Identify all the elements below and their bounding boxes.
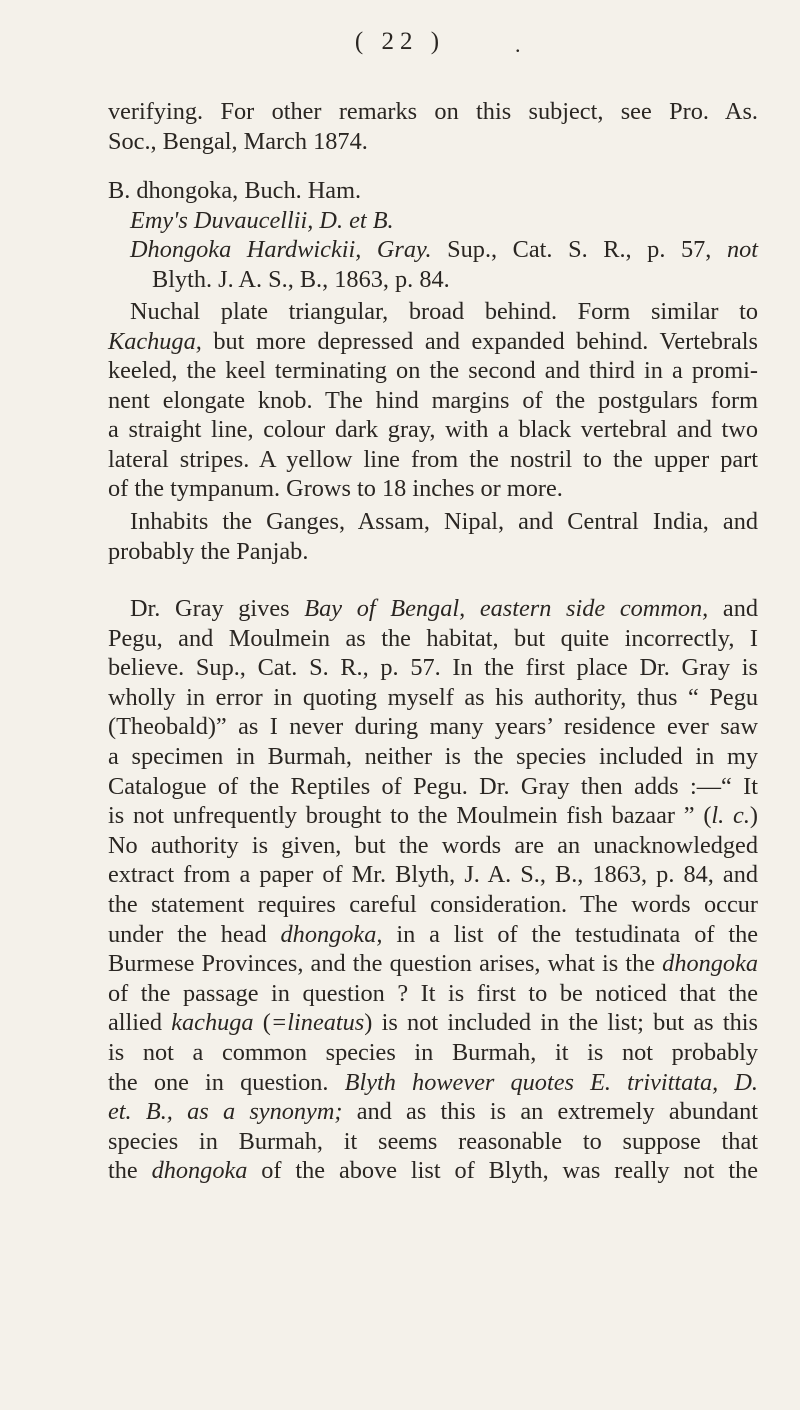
text-run: (Theobald)” as I never during many years’ residence ever saw <box>108 713 758 741</box>
text-run: believe. Sup., Cat. S. R., p. 57. In the first place Dr. Gray is <box>108 654 758 682</box>
text-line <box>108 177 361 205</box>
text-run: Blyth. J. A. S., B., 1863, p. 84. <box>152 265 450 293</box>
italic-text: kachuga <box>171 1009 254 1037</box>
italic-text: =lineatus <box>270 1009 365 1037</box>
text-run: the statement requires careful consideration. The words occur <box>108 891 758 918</box>
italic-text: et. B., as a synonym; <box>108 1098 343 1126</box>
text-run: Inhabits the Ganges, Assam, Nipal, and Central India, and <box>130 508 758 535</box>
text-line <box>130 207 394 235</box>
text-line <box>108 446 758 474</box>
page-dot: . <box>515 32 521 57</box>
text-line <box>108 1039 758 1067</box>
text-line <box>108 743 758 771</box>
text-line <box>108 891 758 919</box>
text-run: the <box>108 1157 152 1185</box>
text-line <box>108 475 563 503</box>
text-line <box>108 538 308 566</box>
italic-text: Blyth however quotes E. trivittata, D. <box>344 1068 759 1096</box>
text-line <box>108 1157 758 1185</box>
text-line <box>108 1098 758 1126</box>
text-run: and <box>708 595 759 622</box>
text-line <box>130 508 758 536</box>
italic-text: Bay of Bengal, eastern side common, <box>304 595 709 622</box>
text-line <box>108 328 758 356</box>
italic-text: l. c. <box>711 802 750 830</box>
text-line <box>108 861 758 889</box>
text-run: allied <box>108 1009 172 1037</box>
text-run: verifying. For other remarks on this subject, see Pro. As. <box>108 98 758 125</box>
text-line <box>130 298 758 326</box>
text-run: under the head <box>108 920 281 948</box>
text-run: is not a common species in Burmah, it is not probably <box>108 1039 758 1066</box>
italic-text: dhongoka <box>151 1157 248 1185</box>
italic-text: dhongoka, <box>280 920 383 948</box>
text-line <box>108 1128 758 1156</box>
text-run: Nuchal plate triangular, broad behind. Form similar to <box>130 298 758 325</box>
text-line <box>108 802 758 830</box>
italic-text: Dhongoka Hardwickii, Gray. <box>130 236 432 263</box>
text-run: is not unfrequently brought to the Moulmein fish bazaar ” ( <box>108 802 712 830</box>
text-run: Pegu, and Moulmein as the habitat, but quite incorrectly, I <box>108 624 758 652</box>
text-run: and as this is an extremely abundant <box>342 1098 758 1126</box>
text-run: but more depressed and expanded behind. Vertebrals <box>201 327 758 355</box>
text-line <box>130 236 758 264</box>
text-line <box>108 921 758 949</box>
text-line <box>108 980 758 1008</box>
text-run: probably the Panjab. <box>108 537 309 565</box>
text-run: ) is not included in the list; but as this <box>364 1009 759 1037</box>
text-run: Dr. Gray gives <box>130 595 305 622</box>
text-run: species in Burmah, it seems reasonable to suppose that <box>108 1127 758 1155</box>
text-line <box>108 684 758 712</box>
italic-text: Emy's Duvaucellii, D. et B. <box>130 206 394 234</box>
text-run: No authority is given, but the words are an unacknowledged <box>108 831 758 859</box>
text-run: in a list of the testudinata of the <box>382 920 758 948</box>
text-line <box>108 713 758 741</box>
text-line <box>152 266 450 294</box>
italic-text: not <box>726 236 759 263</box>
text-run: Soc., Bengal, March 1874. <box>108 127 368 155</box>
text-line <box>108 1009 758 1037</box>
text-line <box>108 773 758 801</box>
text-line <box>108 950 758 978</box>
text-line <box>108 832 758 860</box>
italic-text: dhongoka <box>662 950 758 978</box>
text-run: Sup., Cat. S. R., p. 57, <box>431 236 727 263</box>
text-line <box>108 654 758 682</box>
text-line <box>108 387 758 415</box>
text-run: extract from a paper of Mr. Blyth, J. A. S., B., 1863, p. 84, and <box>108 861 758 889</box>
text-line <box>108 357 758 385</box>
text-run: lateral stripes. A yellow line from the nostril to the upper part <box>108 445 758 473</box>
text-run: Burmese Provinces, and the question arises, what is the <box>108 950 663 978</box>
text-line <box>108 416 758 444</box>
text-run: the one in question. <box>108 1068 345 1096</box>
page-number: ( 22 ) <box>354 28 446 55</box>
text-run: a specimen in Burmah, neither is the species included in my <box>108 743 758 770</box>
text-run: wholly in error in quoting myself as his authority, thus “ Pegu <box>108 683 758 711</box>
text-line <box>108 98 758 126</box>
text-run: ( <box>253 1009 271 1037</box>
text-line <box>108 128 368 156</box>
text-run: nent elongate knob. The hind margins of the postgulars form <box>108 386 758 414</box>
text-run: of the passage in question ? It is first to be noticed that the <box>108 979 758 1007</box>
text-run: a straight line, colour dark gray, with a black vertebral and two <box>108 416 758 443</box>
text-line <box>108 625 758 653</box>
text-run: keeled, the keel terminating on the second and third in a promi- <box>108 357 758 384</box>
text-run: Catalogue of the Reptiles of Pegu. Dr. Gray then adds :—“ It <box>108 772 758 800</box>
text-run: of the above list of Blyth, was really not the <box>247 1157 759 1185</box>
text-line <box>130 595 758 623</box>
text-run: ) <box>749 802 758 830</box>
text-line <box>108 1069 758 1097</box>
italic-text: Kachuga, <box>108 327 202 355</box>
text-run: B. dhongoka, Buch. Ham. <box>108 177 362 204</box>
text-run: of the tympanum. Grows to 18 inches or more. <box>108 475 563 502</box>
